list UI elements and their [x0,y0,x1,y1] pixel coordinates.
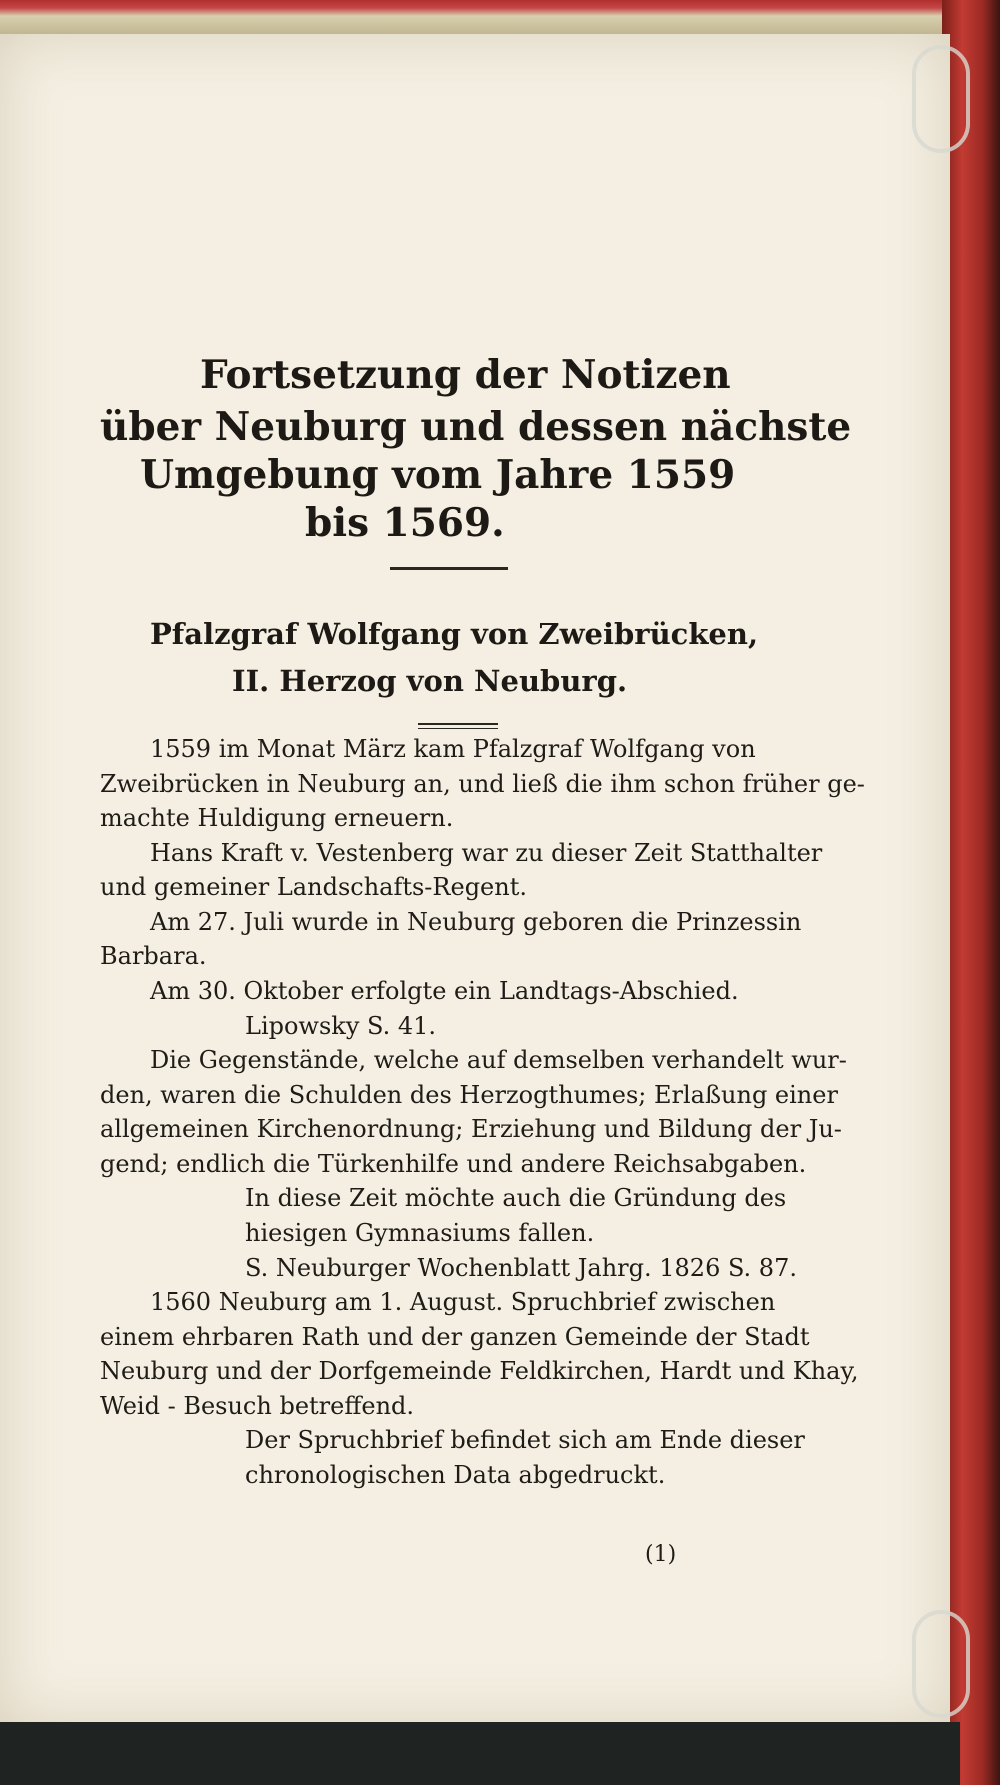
scanner-bed [0,1722,960,1785]
body-line: machte Huldigung erneuern. [100,804,454,832]
page-clip-bottom [912,1610,970,1718]
subheading-line-1: Pfalzgraf Wolfgang von Zweibrücken, [150,617,759,651]
heading-line-4: bis 1569. [305,500,505,546]
body-line: Barbara. [100,942,207,970]
body-line: den, waren die Schulden des Herzogthumes; Erlaßung einer [100,1081,838,1109]
body-line: chronologischen Data abgedruckt. [245,1461,666,1489]
body-line: Zweibrücken in Neuburg an, und ließ die ihm schon früher ge- [100,770,865,798]
subheading-divider-thin [418,728,498,729]
body-line: hiesigen Gymnasiums fallen. [245,1219,595,1247]
page-clip-top [912,45,970,153]
body-line: Am 30. Oktober erfolgte ein Landtags-Abschied. [150,977,739,1005]
body-line: 1560 Neuburg am 1. August. Spruchbrief zwischen [150,1288,776,1316]
book-page [0,34,950,1726]
book-spine [942,0,1000,1785]
body-line: Hans Kraft v. Vestenberg war zu dieser Zeit Statthalter [150,839,823,867]
heading-line-1: Fortsetzung der Notizen [200,352,731,398]
subheading-divider [418,723,498,725]
citation-line: S. Neuburger Wochenblatt Jahrg. 1826 S. 87. [245,1254,797,1282]
heading-line-2: über Neuburg und dessen nächste [100,404,852,450]
body-line: 1559 im Monat März kam Pfalzgraf Wolfgang von [150,735,756,763]
body-line: einem ehrbaren Rath und der ganzen Gemeinde der Stadt [100,1323,810,1351]
signature-mark: (1) [645,1542,677,1567]
body-line: allgemeinen Kirchenordnung; Erziehung und Bildung der Ju- [100,1115,842,1143]
body-line: Neuburg und der Dorfgemeinde Feldkirchen, Hardt und Khay, [100,1357,859,1385]
heading-divider [390,567,508,570]
body-line: Am 27. Juli wurde in Neuburg geboren die Prinzessin [150,908,802,936]
body-line: und gemeiner Landschafts-Regent. [100,873,527,901]
citation-line: Lipowsky S. 41. [245,1012,437,1040]
subheading-line-2: II. Herzog von Neuburg. [232,664,628,698]
heading-line-3: Umgebung vom Jahre 1559 [140,452,736,498]
body-line: Der Spruchbrief befindet sich am Ende dieser [245,1426,805,1454]
body-line: Weid - Besuch betreffend. [100,1392,415,1420]
body-line: gend; endlich die Türkenhilfe und andere Reichsabgaben. [100,1150,807,1178]
body-line: In diese Zeit möchte auch die Gründung des [245,1184,787,1212]
body-line: Die Gegenstände, welche auf demselben verhandelt wur- [150,1046,847,1074]
